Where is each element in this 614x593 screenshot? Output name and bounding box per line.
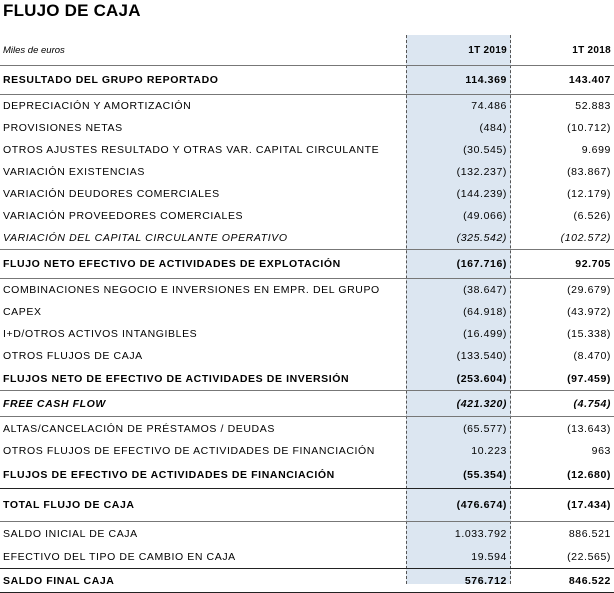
table-row: OTROS FLUJOS DE EFECTIVO DE ACTIVIDADES DE FINANCIACIÓN 10.223 963	[3, 445, 611, 457]
table-row: FLUJOS NETO DE EFECTIVO DE ACTIVIDADES DE INVERSIÓN (253.604) (97.459)	[3, 372, 611, 385]
table-row: SALDO INICIAL DE CAJA 1.033.792 886.521	[0, 521, 614, 546]
table-row: DEPRECIACIÓN Y AMORTIZACIÓN 74.486 52.883	[0, 94, 614, 117]
table-row: ALTAS/CANCELACIÓN DE PRÉSTAMOS / DEUDAS (65.577) (13.643)	[0, 416, 614, 440]
table-row: COMBINACIONES NEGOCIO E INVERSIONES EN EMPR. DEL GRUPO (38.647) (29.679)	[0, 278, 614, 301]
table-row: OTROS FLUJOS DE CAJA (133.540) (8.470)	[3, 350, 611, 362]
table-row: FREE CASH FLOW (421.320) (4.754)	[0, 390, 614, 416]
table-header	[0, 35, 614, 65]
table-row: PROVISIONES NETAS (484) (10.712)	[3, 122, 611, 134]
table-row: CAPEX (64.918) (43.972)	[3, 306, 611, 318]
page-title: FLUJO DE CAJA	[3, 1, 141, 20]
table-row: TOTAL FLUJO DE CAJA (476.674) (17.434)	[0, 488, 614, 521]
table-row: RESULTADO DEL GRUPO REPORTADO 114.369 143.407	[0, 65, 614, 94]
table-row: I+D/OTROS ACTIVOS INTANGIBLES (16.499) (15.338)	[3, 328, 611, 340]
table-row: OTROS AJUSTES RESULTADO Y OTRAS VAR. CAPITAL CIRCULANTE (30.545) 9.699	[3, 144, 611, 156]
table-row: FLUJO NETO EFECTIVO DE ACTIVIDADES DE EXPLOTACIÓN (167.716) 92.705	[0, 249, 614, 278]
table-row: SALDO FINAL CAJA 576.712 846.522	[0, 568, 614, 593]
units-label: Miles de euros	[3, 44, 65, 56]
table-row: VARIACIÓN DEL CAPITAL CIRCULANTE OPERATIVO (325.542) (102.572)	[3, 232, 611, 244]
table-row: EFECTIVO DEL TIPO DE CAMBIO EN CAJA 19.594 (22.565)	[3, 551, 611, 563]
table-row: VARIACIÓN EXISTENCIAS (132.237) (83.867)	[3, 166, 611, 178]
table-row: VARIACIÓN DEUDORES COMERCIALES (144.239) (12.179)	[3, 188, 611, 200]
column-header-1t2019: 1T 2019	[468, 44, 507, 56]
table-row: FLUJOS DE EFECTIVO DE ACTIVIDADES DE FINANCIACIÓN (55.354) (12.680)	[3, 469, 611, 481]
table-row: VARIACIÓN PROVEEDORES COMERCIALES (49.066) (6.526)	[3, 210, 611, 222]
cash-flow-table	[0, 35, 614, 593]
column-header-1t2018: 1T 2018	[572, 44, 611, 56]
